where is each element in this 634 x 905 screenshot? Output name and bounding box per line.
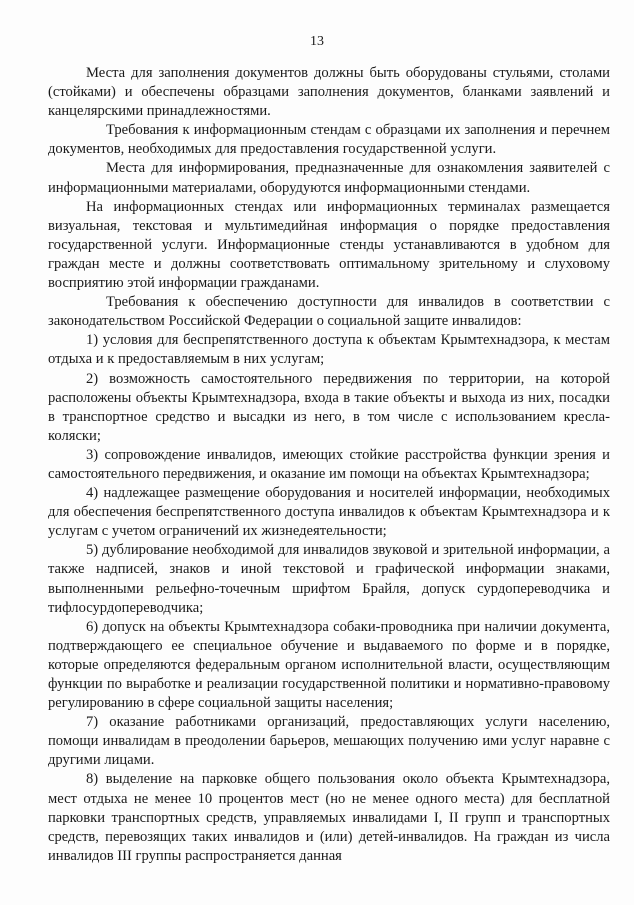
- list-item-8: 8) выделение на парковке общего пользования около объекта Крымтехнадзора, мест отдыха не менее 10 процентов мест (но не менее одного места) для бесплатной парковки транспортных средств, управляемых инвалидами I, II групп и транспортных средств, перевозящих таких инвалидов и (или) детей-инвалидов. На граждан из числа инвалидов III группы распространяется данная: [48, 771, 610, 864]
- list-item-4: 4) надлежащее размещение оборудования и носителей информации, необходимых для обеспечения беспрепятственного доступа инвалидов к объектам Крымтехнадзора и к услугам с учетом ограничений их жизнедеятельности;: [48, 485, 610, 540]
- list-item-1: 1) условия для беспрепятственного доступа к объектам Крымтехнадзора, к местам отдыха и к предоставляемым в них услугам;: [48, 332, 610, 368]
- body-text: [48, 64, 610, 866]
- list-item-7: 7) оказание работниками организаций, предоставляющих услуги населению, помощи инвалидам в преодолении барьеров, мешающих получению ими услуг наравне с другими лицами.: [48, 714, 610, 769]
- paragraph-accessibility-requirements: Требования к обеспечению доступности для инвалидов в соответствии с законодательством Российской Федерации о социальной защите инвалидов:: [48, 294, 610, 330]
- paragraph-stand-requirements: Требования к информационным стендам с образцами их заполнения и перечнем документов, необходимых для предоставления государственной услуги.: [48, 122, 610, 158]
- list-item-3: 3) сопровождение инвалидов, имеющих стойкие расстройства функции зрения и самостоятельного передвижения, и оказание им помощи на объектах Крымтехнадзора;: [48, 446, 610, 482]
- list-item-2: 2) возможность самостоятельного передвижения по территории, на которой расположены объекты Крымтехнадзора, входа в такие объекты и выхода из них, посадки в транспортное средство и высадки из него, в том числе с использованием кресла-коляски;: [48, 370, 610, 444]
- list-item-6: 6) допуск на объекты Крымтехнадзора собаки-проводника при наличии документа, подтверждающего ее специальное обучение и выдаваемого по форме и в порядке, которые определяются федеральным органом исполнительной власти, осуществляющим функции по выработке и реализации государственной политики и нормативно-правовому регулированию в сфере социальной защиты населения;: [48, 618, 610, 712]
- list-item-5: 5) дублирование необходимой для инвалидов звуковой и зрительной информации, а также надписей, знаков и иной текстовой и графической информации знаками, выполненными рельефно-точечным шрифтом Брайля, допуск сурдопереводчика и тифлосурдопереводчика;: [48, 542, 610, 616]
- paragraph-information-terminals: На информационных стендах или информационных терминалах размещается визуальная, текстовая и мультимедийная информация о порядке предоставления государственной услуги. Информационные стенды устанавливаются в удобном для граждан месте и должны соответствовать оптимальному зрительному и слуховому восприятию этой информации гражданами.: [48, 198, 610, 292]
- paragraph-information-places: Места для информирования, предназначенные для ознакомления заявителей с информационными материалами, оборудуются информационными стендами.: [48, 160, 610, 196]
- page-number: 13: [310, 34, 324, 49]
- paragraph-workplace-equipment: Места для заполнения документов должны быть оборудованы стульями, столами (стойками) и обеспечены образцами заполнения документов, бланками заявлений и канцелярскими принадлежностями.: [48, 65, 610, 120]
